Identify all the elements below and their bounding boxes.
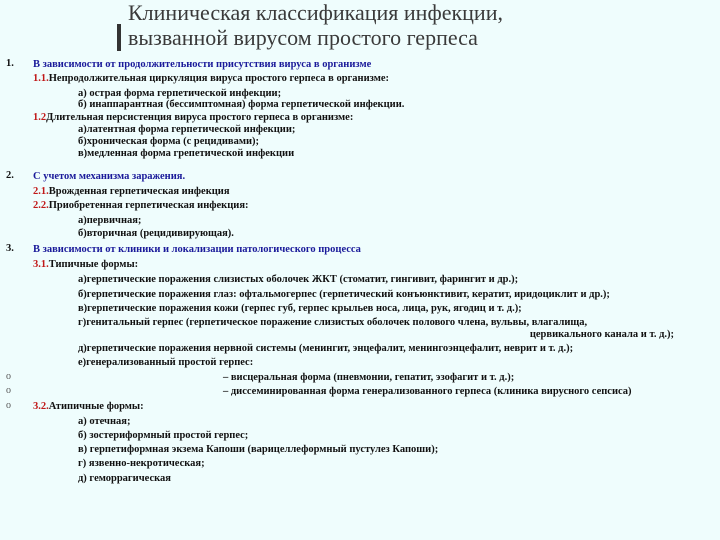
subsection-text: Приобретенная герпетическая инфекция:	[48, 200, 249, 211]
list-item: в) герпетиформная экзема Капоши (варицеллеформный пустулез Капоши);	[78, 444, 439, 455]
bullet: o	[6, 371, 11, 382]
subsection-number: 2.1.	[33, 186, 49, 197]
list-item: г)генитальный герпес (герпетическое поражение слизистых оболочек полового члена, вульвы, влагалища,	[78, 317, 588, 328]
list-item: б)герпетические поражения глаз: офтальмогерпес (герпетический конъюнктивит, кератит, иридоциклит и др.);	[78, 289, 610, 300]
subsection-number: 1.2	[33, 112, 47, 123]
list-number-1: 1.	[6, 58, 14, 69]
slide-title	[128, 0, 503, 50]
list-item-continuation: цервикального канала и т. д.);	[529, 329, 674, 340]
title-line-1: Клиническая классификация инфекции,	[128, 0, 503, 25]
title-accent-bar	[117, 24, 121, 51]
subsection-text: Длительная персистенция вируса простого герпеса в организме:	[46, 112, 354, 123]
subsection-text: Непродолжительная циркуляция вируса простого герпеса в организме:	[48, 73, 390, 84]
bullet: o	[6, 385, 11, 396]
bullet: o	[6, 400, 11, 411]
subsection	[33, 185, 230, 198]
list-item: д) геморрагическая	[78, 473, 171, 484]
subsection-number: 3.2.	[33, 401, 49, 412]
subsection-number: 2.2.	[33, 200, 49, 211]
list-item: – диссеминированная форма генерализованного герпеса (клиника вирусного сепсиса)	[223, 386, 632, 397]
list-item: б) зостериформный простой герпес;	[78, 430, 249, 441]
section-heading: С учетом механизма заражения.	[33, 171, 186, 182]
subsection-text: Атипичные формы:	[48, 401, 144, 412]
list-item: а)первичная;	[78, 215, 142, 226]
list-item: а)латентная форма герпетической инфекции;	[78, 124, 296, 135]
list-item: – висцеральная форма (пневмонии, гепатит, эзофагит и т. д.);	[223, 372, 515, 383]
list-number-2: 2.	[6, 170, 14, 181]
title-line-2: вызванной вирусом простого герпеса	[128, 25, 478, 50]
subsection	[33, 258, 138, 271]
subsection-number: 3.1.	[33, 259, 49, 270]
list-item: е)генерализованный простой герпес:	[78, 357, 254, 368]
list-item: а)герпетические поражения слизистых оболочек ЖКТ (стоматит, гингивит, фарингит и др.);	[78, 274, 519, 285]
list-item: д)герпетические поражения нервной системы (менингит, энцефалит, менингоэнцефалит, неврит и т. д.);	[78, 343, 574, 354]
section-heading: В зависимости от продолжительности присутствия вируса в организме	[33, 59, 372, 70]
list-item: а) острая форма герпетической инфекции;	[78, 88, 282, 99]
subsection	[33, 400, 144, 413]
subsection	[33, 72, 389, 85]
list-item: г) язвенно-некротическая;	[78, 458, 205, 469]
subsection	[33, 199, 249, 212]
subsection-text: Типичные формы:	[48, 259, 139, 270]
list-item: в)герпетические поражения кожи (герпес губ, герпес крыльев носа, лица, рук, ягодиц и т. д.);	[78, 303, 522, 314]
list-item: б) инаппарантная (бессимптомная) форма герпетической инфекции.	[78, 99, 405, 110]
list-item: б)вторичная (рецидивирующая).	[78, 228, 234, 239]
subsection-text: Врожденная герпетическая инфекция	[48, 186, 230, 197]
list-number-3: 3.	[6, 243, 14, 254]
section-heading: В зависимости от клиники и локализации патологического процесса	[33, 244, 361, 255]
list-item: в)медленная форма грепетической инфекции	[78, 148, 295, 159]
subsection-number: 1.1.	[33, 73, 49, 84]
list-item: а) отечная;	[78, 416, 131, 427]
list-item: б)хроническая форма (с рецидивами);	[78, 136, 260, 147]
